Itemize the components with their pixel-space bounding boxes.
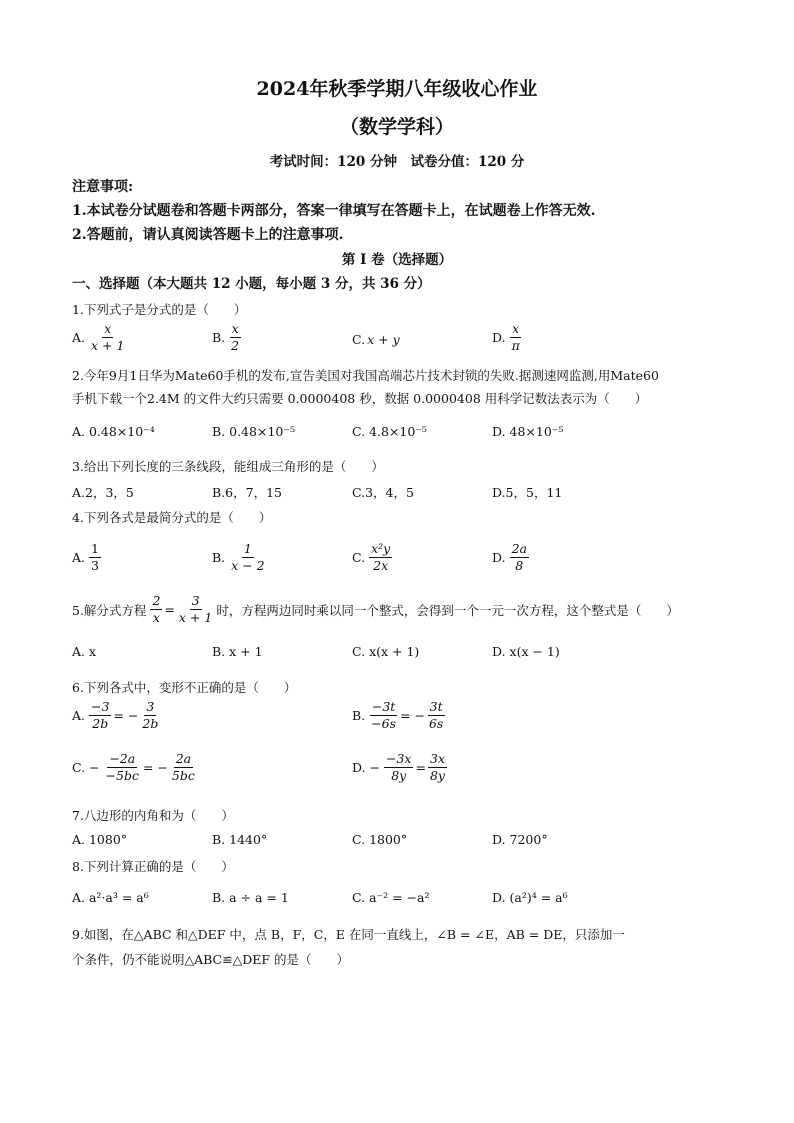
numerator: −3x (386, 751, 412, 766)
denominator: π (511, 338, 520, 353)
question-1-stem: 1.下列式子是分式的是（ ） (72, 302, 247, 317)
option-label: D. (492, 330, 506, 345)
q5-option-a: A. x (72, 644, 97, 659)
numerator: 1 (243, 541, 252, 556)
numerator: 2a (175, 751, 192, 766)
q4-option-c (352, 542, 394, 573)
equals-sign: = (415, 760, 426, 775)
q5-stem-pre: 5.解分式方程 (72, 602, 147, 618)
q7-option-d: D. 7200° (492, 832, 548, 847)
question-2-line-1: 2.今年9月1日华为Mate60手机的发布,宣告美国对我国高端芯片技术封锁的失败.据测速网监测,用Mate60 (72, 368, 659, 383)
option-label: B. (352, 708, 366, 723)
q5-option-c: C. x(x + 1) (352, 644, 420, 659)
q6-option-b (352, 700, 447, 731)
denominator: 5bc (171, 768, 195, 783)
numerator: −3t (371, 699, 396, 714)
section-title: 一、选择题（本大题共 12 小题，每小题 3 分，共 36 分） (72, 276, 431, 292)
q8-option-c: C. a⁻² = −a² (352, 890, 430, 905)
option-label: B. (212, 550, 226, 565)
q4-option-b (212, 542, 269, 573)
q6-option-a (72, 700, 162, 731)
fraction (177, 594, 214, 625)
denominator: 2 (231, 338, 240, 353)
numerator: −3 (91, 699, 110, 714)
notes-heading: 注意事项: (72, 179, 134, 195)
fraction (369, 542, 392, 573)
q4-option-a (72, 542, 103, 573)
numerator: 3 (191, 593, 200, 608)
subject-title: （数学学科） (339, 116, 454, 138)
q1-option-c (352, 332, 400, 347)
question-5-stem (72, 594, 679, 625)
fraction (229, 322, 241, 353)
denominator: x (152, 610, 160, 625)
option-label: B. (212, 330, 226, 345)
numerator: x (104, 321, 112, 336)
q5-option-d: D. x(x − 1) (492, 644, 560, 659)
equals-sign: = (164, 602, 175, 617)
numerator: 2 (152, 593, 161, 608)
option-label: D. − (352, 760, 380, 775)
fraction (89, 322, 126, 353)
option-text: x + y (367, 332, 400, 347)
q5-option-b: B. x + 1 (212, 644, 263, 659)
q6-option-d (352, 752, 449, 783)
option-label: A. (72, 330, 86, 345)
q1-option-a (72, 322, 128, 353)
fraction (428, 752, 447, 783)
option-label: C. (352, 332, 366, 347)
equals-sign: = − (400, 708, 425, 723)
option-label: C. − (72, 760, 100, 775)
option-label: A. (72, 550, 86, 565)
fraction (170, 752, 197, 783)
question-9-line-1: 9.如图，在△ABC 和△DEF 中，点 B，F，C，E 在同一直线上，∠B = ∠E，AB = DE，只添加一 (72, 927, 625, 942)
q3-option-d: D.5，5，11 (492, 485, 563, 500)
numerator: 2a (511, 541, 527, 556)
q8-option-b: B. a ÷ a = 1 (212, 890, 289, 905)
denominator: x − 2 (231, 558, 265, 573)
question-8-stem: 8.下列计算正确的是（ ） (72, 859, 234, 874)
note-1: 1.本试卷分试题卷和答题卡两部分，答案一律填写在答题卡上，在试题卷上作答无效. (72, 203, 596, 219)
q8-option-a: A. a²·a³ = a⁶ (72, 890, 149, 905)
fraction (89, 542, 101, 573)
question-9-line-2: 个条件，仍不能说明△ABC≌△DEF 的是（ ） (72, 952, 350, 967)
option-label: C. (352, 550, 366, 565)
q4-option-d (492, 542, 531, 573)
fraction (369, 700, 398, 731)
numerator: −2a (109, 751, 136, 766)
numerator: 3 (146, 699, 155, 714)
denominator: 6s (428, 716, 444, 731)
denominator: 2x (373, 558, 389, 573)
fraction (140, 700, 160, 731)
fraction (150, 594, 162, 625)
denominator: 8y (391, 768, 407, 783)
q2-option-a: A. 0.48×10⁻⁴ (72, 424, 155, 439)
q1-option-b (212, 322, 243, 353)
fraction (104, 752, 141, 783)
q2-option-b: B. 0.48×10⁻⁵ (212, 424, 295, 439)
denominator: x + 1 (178, 610, 213, 625)
equals-sign: = − (113, 708, 139, 723)
fraction (510, 542, 529, 573)
numerator: x (512, 321, 520, 336)
fraction (229, 542, 266, 573)
q6-option-c (72, 752, 199, 783)
numerator: x (231, 321, 239, 336)
exam-info: 考试时间：120 分钟 试卷分值：120 分 (269, 154, 525, 170)
denominator: 2b (92, 716, 109, 731)
option-label: A. (72, 708, 86, 723)
question-6-stem: 6.下列各式中，变形不正确的是（ ） (72, 680, 297, 695)
q3-option-c: C.3，4，5 (352, 485, 414, 500)
question-4-stem: 4.下列各式是最简分式的是（ ） (72, 510, 272, 525)
denominator: −5bc (105, 768, 139, 783)
part-title: 第 I 卷（选择题） (341, 252, 453, 268)
numerator: x²y (371, 541, 391, 556)
q5-stem-post: 时，方程两边同时乘以同一个整式，会得到一个一元一次方程，这个整式是（ ） (216, 602, 679, 618)
denominator: −6s (371, 716, 397, 731)
q7-option-a: A. 1080° (72, 832, 128, 847)
fraction (427, 700, 445, 731)
page-title: 2024年秋季学期八年级收心作业 (256, 78, 538, 100)
q2-option-c: C. 4.8×10⁻⁵ (352, 424, 427, 439)
question-2-line-2: 手机下载一个2.4M 的文件大约只需要 0.0000408 秒，数据 0.0000408 用科学记数法表示为（ ） (72, 391, 648, 406)
q1-option-d (492, 322, 524, 353)
denominator: 3 (91, 558, 99, 573)
denominator: 8y (429, 768, 445, 783)
fraction (510, 322, 522, 353)
note-2: 2.答题前，请认真阅读答题卡上的注意事项. (72, 227, 344, 243)
question-3-stem: 3.给出下列长度的三条线段，能组成三角形的是（ ） (72, 459, 384, 474)
q3-option-b: B.6，7，15 (212, 485, 282, 500)
q3-option-a: A.2，3，5 (72, 485, 134, 500)
numerator: 3t (429, 699, 443, 714)
option-label: D. (492, 550, 506, 565)
fraction (89, 700, 111, 731)
question-7-stem: 7.八边形的内角和为（ ） (72, 808, 234, 823)
denominator: x + 1 (91, 338, 125, 353)
q7-option-c: C. 1800° (352, 832, 408, 847)
q8-option-d: D. (a²)⁴ = a⁶ (492, 890, 568, 905)
equals-sign: = − (142, 760, 168, 775)
q7-option-b: B. 1440° (212, 832, 268, 847)
denominator: 8 (515, 558, 524, 573)
q2-option-d: D. 48×10⁻⁵ (492, 424, 564, 439)
fraction (384, 752, 413, 783)
numerator: 1 (91, 541, 99, 556)
denominator: 2b (142, 716, 159, 731)
numerator: 3x (429, 751, 445, 766)
